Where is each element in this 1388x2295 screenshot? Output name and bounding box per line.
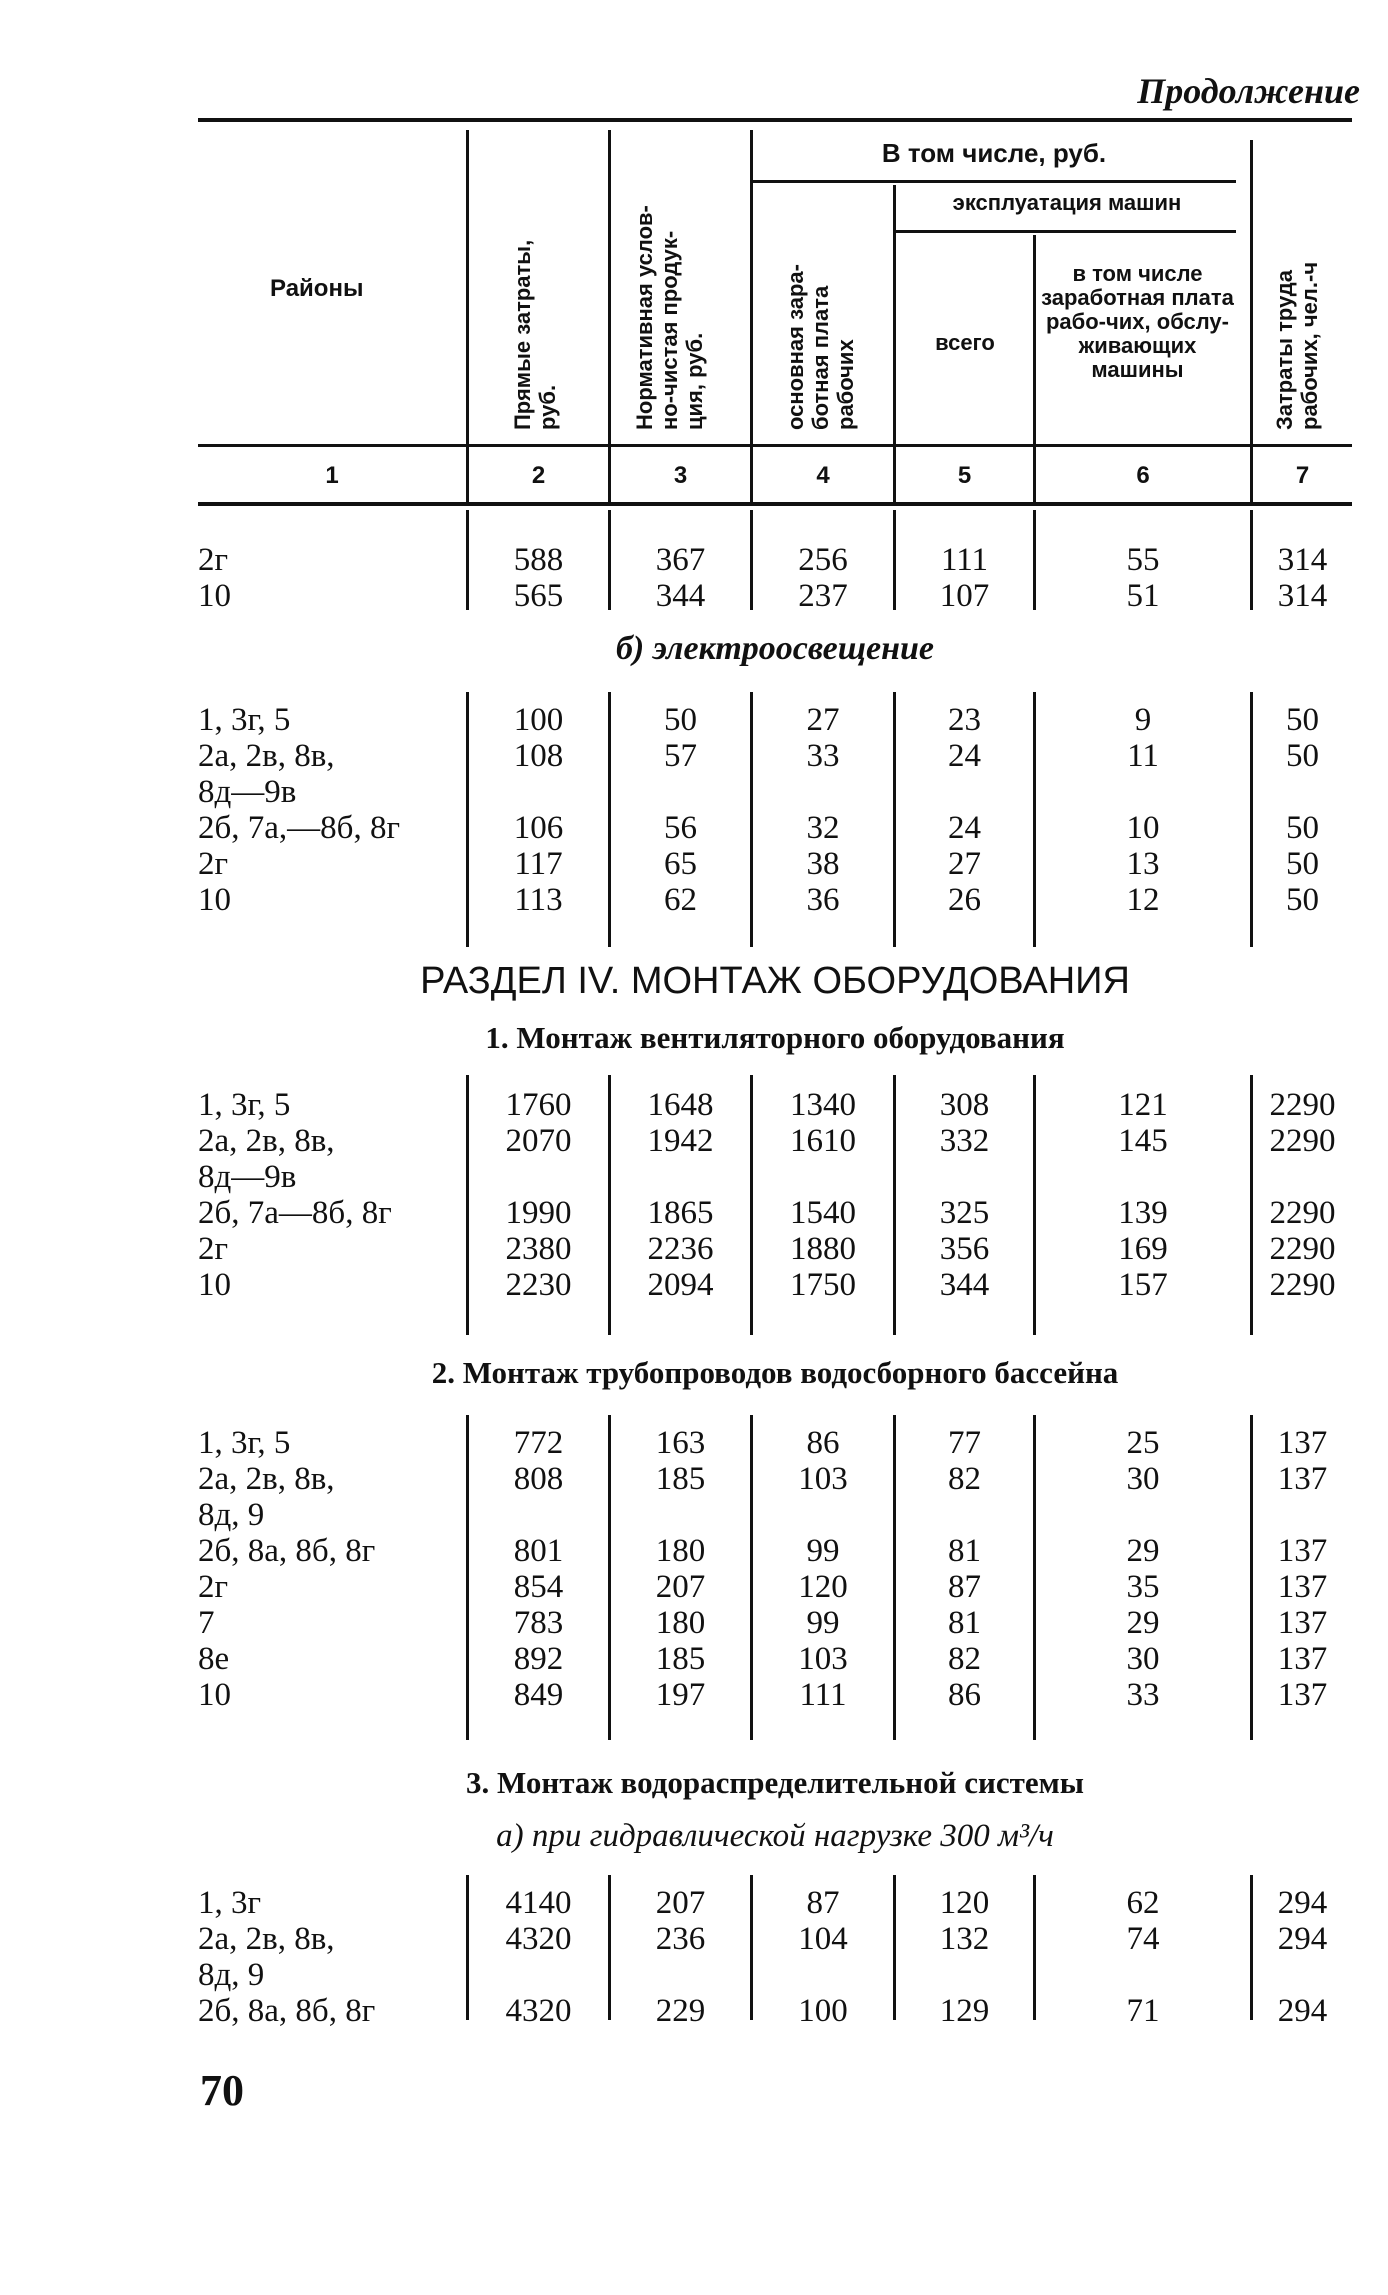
section-title: РАЗДЕЛ IV. МОНТАЖ ОБОРУДОВАНИЯ — [420, 960, 1130, 1002]
value-cell: 50 — [664, 702, 697, 738]
value-cell: 139 — [1118, 1195, 1168, 1231]
value-cell: 207 — [655, 1885, 706, 1921]
value-cell: 892 — [513, 1641, 564, 1677]
value-cell: 237 — [798, 578, 848, 614]
value-cell: 57 — [664, 738, 697, 774]
value-cell: 62 — [664, 882, 697, 918]
value-cell: 2380 — [505, 1231, 572, 1267]
district-cell: 2б, 8а, 8б, 8г — [198, 1533, 376, 1569]
value-cell: 120 — [798, 1569, 848, 1605]
table-row — [198, 1231, 1352, 1267]
value-cell: 197 — [655, 1677, 706, 1713]
value-cell: 308 — [939, 1087, 990, 1123]
subtitle-water-distribution: 3. Монтаж водораспределительной системы — [466, 1765, 1084, 1800]
value-cell: 25 — [1126, 1425, 1160, 1461]
value-cell: 137 — [1277, 1569, 1328, 1605]
district-cell: 1, 3г — [198, 1885, 262, 1921]
value-cell: 1340 — [790, 1087, 856, 1123]
col-number-7: 7 — [1295, 462, 1310, 489]
value-cell: 10 — [1126, 810, 1160, 846]
table-row — [198, 1533, 1352, 1569]
table-row — [198, 882, 1352, 918]
col-number-1: 1 — [325, 462, 339, 489]
value-cell: 56 — [664, 810, 697, 846]
value-cell: 29 — [1126, 1533, 1160, 1569]
header-col-districts: Районы — [270, 275, 364, 302]
value-cell: 113 — [514, 882, 563, 918]
value-cell: 344 — [939, 1267, 990, 1303]
value-cell: 137 — [1277, 1425, 1328, 1461]
value-cell: 294 — [1277, 1993, 1328, 2029]
block-4 — [198, 1875, 1352, 2029]
value-cell: 2290 — [1269, 1195, 1336, 1231]
value-cell: 772 — [513, 1425, 564, 1461]
value-cell: 132 — [939, 1921, 990, 1957]
value-cell: 117 — [514, 846, 563, 882]
value-cell: 2230 — [505, 1267, 572, 1303]
value-cell: 236 — [655, 1921, 706, 1957]
value-cell: 55 — [1126, 542, 1160, 578]
block-1 — [198, 692, 1352, 952]
value-cell: 120 — [939, 1885, 990, 1921]
district-cell: 2б, 7а,—8б, 8г — [198, 810, 401, 846]
value-cell: 104 — [798, 1921, 848, 1957]
header-col-labor: Затраты труда рабочих, чел.-ч — [1272, 261, 1322, 430]
value-cell: 145 — [1118, 1123, 1168, 1159]
district-cell: 10 — [198, 578, 231, 614]
district-cell: 10 — [198, 1677, 231, 1713]
value-cell: 35 — [1126, 1569, 1160, 1605]
value-cell: 99 — [806, 1605, 840, 1641]
value-cell: 185 — [655, 1641, 706, 1677]
value-cell: 87 — [806, 1885, 840, 1921]
value-cell: 11 — [1127, 738, 1159, 774]
continuation-label: Продолжение — [1137, 71, 1360, 111]
value-cell: 50 — [1286, 702, 1319, 738]
value-cell: 163 — [655, 1425, 706, 1461]
district-cell: 10 — [198, 1267, 231, 1303]
district-cell: 10 — [198, 882, 231, 918]
district-cell: 2г — [198, 1569, 229, 1605]
value-cell: 38 — [806, 846, 840, 882]
block-0 — [198, 510, 1352, 620]
value-cell: 81 — [948, 1605, 981, 1641]
table-row — [198, 542, 1352, 578]
value-cell: 854 — [513, 1569, 564, 1605]
value-cell: 82 — [948, 1461, 981, 1497]
header-top-rule — [198, 118, 1352, 122]
district-cell: 1, 3г, 5 — [198, 1087, 291, 1123]
value-cell: 137 — [1277, 1605, 1328, 1641]
value-cell: 314 — [1277, 578, 1328, 614]
value-cell: 185 — [655, 1461, 706, 1497]
value-cell: 100 — [513, 702, 564, 738]
value-cell: 356 — [939, 1231, 990, 1267]
district-cell: 2г — [198, 1231, 229, 1267]
value-cell: 1990 — [505, 1195, 572, 1231]
value-cell: 332 — [939, 1123, 990, 1159]
value-cell: 1648 — [647, 1087, 714, 1123]
table-row — [198, 738, 1352, 810]
value-cell: 4320 — [505, 1993, 572, 2029]
value-cell: 62 — [1126, 1885, 1160, 1921]
col-number-2: 2 — [531, 462, 546, 489]
value-cell: 23 — [948, 702, 981, 738]
value-cell: 565 — [513, 578, 564, 614]
value-cell: 24 — [948, 738, 981, 774]
value-cell: 13 — [1126, 846, 1160, 882]
value-cell: 314 — [1277, 542, 1328, 578]
table-row — [198, 810, 1352, 846]
value-cell: 86 — [948, 1677, 981, 1713]
header-vline-1 — [466, 130, 469, 502]
table-row — [198, 1677, 1352, 1713]
value-cell: 33 — [806, 738, 840, 774]
value-cell: 1942 — [647, 1123, 714, 1159]
value-cell: 367 — [655, 542, 706, 578]
value-cell: 65 — [664, 846, 697, 882]
value-cell: 4140 — [505, 1885, 572, 1921]
value-cell: 129 — [939, 1993, 990, 2029]
value-cell: 229 — [655, 1993, 706, 2029]
table-row — [198, 1641, 1352, 1677]
value-cell: 27 — [948, 846, 981, 882]
value-cell: 808 — [513, 1461, 564, 1497]
district-cell: 7 — [198, 1605, 215, 1641]
value-cell: 30 — [1126, 1641, 1160, 1677]
value-cell: 2094 — [647, 1267, 714, 1303]
header-col-total: всего — [935, 330, 995, 355]
header-vline-6 — [1250, 140, 1253, 502]
value-cell: 71 — [1126, 1993, 1160, 2029]
value-cell: 103 — [798, 1641, 848, 1677]
value-cell: 74 — [1126, 1921, 1160, 1957]
table-row — [198, 1087, 1352, 1123]
value-cell: 27 — [806, 702, 840, 738]
header-group-including: В том числе, руб. — [881, 138, 1107, 168]
table-row — [198, 578, 1352, 614]
value-cell: 207 — [655, 1569, 706, 1605]
value-cell: 33 — [1126, 1677, 1160, 1713]
district-cell: 1, 3г, 5 — [198, 702, 291, 738]
district-cell: 2а, 2в, 8в, 8д, 9 — [198, 1921, 335, 1993]
district-cell: 2г — [198, 542, 229, 578]
value-cell: 157 — [1118, 1267, 1168, 1303]
table-row — [198, 1605, 1352, 1641]
value-cell: 2290 — [1269, 1123, 1336, 1159]
value-cell: 24 — [948, 810, 981, 846]
value-cell: 81 — [948, 1533, 981, 1569]
value-cell: 588 — [513, 542, 564, 578]
table-row — [198, 1461, 1352, 1533]
value-cell: 137 — [1277, 1641, 1328, 1677]
value-cell: 180 — [655, 1605, 706, 1641]
value-cell: 12 — [1126, 882, 1160, 918]
value-cell: 1880 — [790, 1231, 856, 1267]
value-cell: 344 — [655, 578, 706, 614]
header-vline-2 — [608, 130, 611, 502]
district-cell: 8е — [198, 1641, 230, 1677]
table-row — [198, 1195, 1352, 1231]
district-cell: 2а, 2в, 8в, 8д—9в — [198, 738, 335, 810]
value-cell: 801 — [513, 1533, 564, 1569]
numbers-bottom-rule — [198, 502, 1352, 506]
value-cell: 9 — [1134, 702, 1152, 738]
value-cell: 121 — [1118, 1087, 1168, 1123]
value-cell: 106 — [513, 810, 564, 846]
district-cell: 2а, 2в, 8в, 8д—9в — [198, 1123, 335, 1195]
block-3 — [198, 1415, 1352, 1745]
page-number: 70 — [200, 2066, 244, 2115]
value-cell: 1760 — [505, 1087, 572, 1123]
table-row — [198, 1921, 1352, 1993]
value-cell: 180 — [655, 1533, 706, 1569]
header-subgroup-machines: эксплуатация машин — [952, 190, 1182, 215]
subtitle-ventilation: 1. Монтаж вентиляторного оборудования — [485, 1020, 1065, 1055]
subgroup-rule — [896, 230, 1236, 233]
value-cell: 1610 — [790, 1123, 856, 1159]
value-cell: 1750 — [790, 1267, 856, 1303]
header-vline-4 — [893, 185, 896, 502]
value-cell: 256 — [798, 542, 848, 578]
col4-underline — [752, 444, 896, 447]
value-cell: 77 — [948, 1425, 981, 1461]
header-col-normative-output: Нормативная услов- но-чистая продук- ция, руб. — [632, 205, 707, 430]
value-cell: 29 — [1126, 1605, 1160, 1641]
col-number-3: 3 — [673, 462, 688, 489]
subtitle-electric-lighting: б) электроосвещение — [615, 630, 935, 667]
district-cell: 2б, 7а—8б, 8г — [198, 1195, 392, 1231]
subtitle-hydraulic-load: а) при гидравлической нагрузке 300 м³/ч — [496, 1818, 1054, 1854]
table-row — [198, 1569, 1352, 1605]
value-cell: 50 — [1286, 810, 1319, 846]
value-cell: 849 — [513, 1677, 564, 1713]
table-row — [198, 1885, 1352, 1921]
col-number-5: 5 — [957, 462, 972, 489]
value-cell: 2290 — [1269, 1231, 1336, 1267]
value-cell: 50 — [1286, 846, 1319, 882]
table-row — [198, 1425, 1352, 1461]
col-number-6: 6 — [1136, 462, 1150, 489]
value-cell: 108 — [513, 738, 564, 774]
value-cell: 4320 — [505, 1921, 572, 1957]
value-cell: 783 — [513, 1605, 564, 1641]
value-cell: 325 — [939, 1195, 990, 1231]
value-cell: 2290 — [1269, 1087, 1336, 1123]
district-cell: 2а, 2в, 8в, 8д, 9 — [198, 1461, 335, 1533]
block-2 — [198, 1075, 1352, 1340]
value-cell: 30 — [1126, 1461, 1160, 1497]
value-cell: 169 — [1118, 1231, 1168, 1267]
district-cell: 2б, 8а, 8б, 8г — [198, 1993, 376, 2029]
value-cell: 111 — [940, 542, 989, 578]
value-cell: 32 — [806, 810, 840, 846]
table-row — [198, 846, 1352, 882]
header-vline-3 — [750, 130, 753, 502]
value-cell: 51 — [1126, 578, 1160, 614]
subtitle-pipelines: 2. Монтаж трубопроводов водосборного бассейна — [431, 1355, 1119, 1390]
district-cell: 2г — [198, 846, 229, 882]
value-cell: 50 — [1286, 882, 1319, 918]
value-cell: 2290 — [1269, 1267, 1336, 1303]
table-row — [198, 1123, 1352, 1195]
value-cell: 111 — [799, 1677, 847, 1713]
value-cell: 137 — [1277, 1677, 1328, 1713]
table-row — [198, 702, 1352, 738]
district-cell: 1, 3г, 5 — [198, 1425, 291, 1461]
header-col-direct-costs: Прямые затраты, руб. — [510, 239, 560, 430]
value-cell: 99 — [806, 1533, 840, 1569]
value-cell: 107 — [939, 578, 990, 614]
col-number-4: 4 — [816, 462, 830, 489]
value-cell: 294 — [1277, 1885, 1328, 1921]
group-rule — [752, 180, 1236, 183]
value-cell: 82 — [948, 1641, 981, 1677]
value-cell: 1865 — [647, 1195, 714, 1231]
value-cell: 2070 — [505, 1123, 572, 1159]
value-cell: 2236 — [647, 1231, 714, 1267]
table-row — [198, 1267, 1352, 1303]
value-cell: 294 — [1277, 1921, 1328, 1957]
value-cell: 137 — [1277, 1461, 1328, 1497]
value-cell: 103 — [798, 1461, 848, 1497]
header-col-base-wage: основная зара- ботная плата рабочих — [783, 264, 858, 430]
value-cell: 1540 — [790, 1195, 856, 1231]
value-cell: 36 — [806, 882, 840, 918]
value-cell: 87 — [948, 1569, 981, 1605]
value-cell: 100 — [798, 1993, 848, 2029]
header-col-machine-wage: в том числе заработная плата рабо-чих, обслу-живающих машины — [1041, 261, 1234, 382]
value-cell: 86 — [806, 1425, 840, 1461]
value-cell: 50 — [1286, 738, 1319, 774]
table-row — [198, 1993, 1352, 2029]
value-cell: 26 — [948, 882, 981, 918]
value-cell: 137 — [1277, 1533, 1328, 1569]
